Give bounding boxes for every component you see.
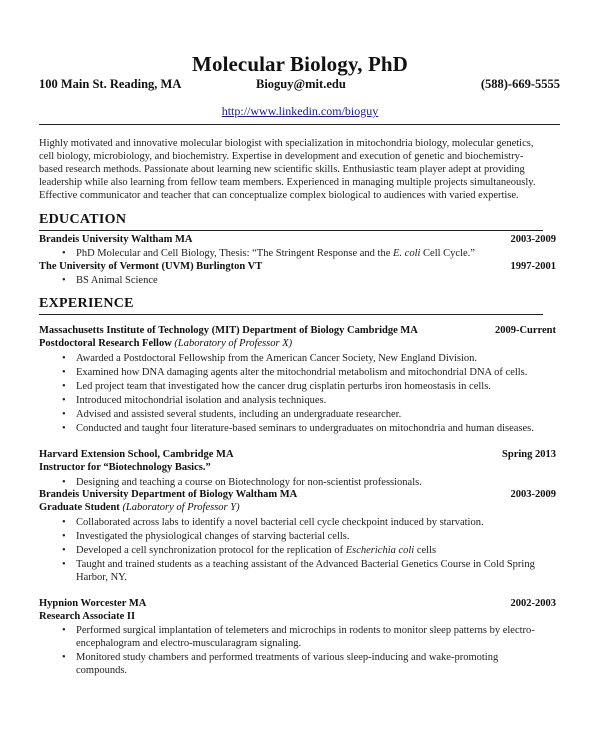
job-org: Brandeis University Department of Biology Waltham MA <box>39 489 298 500</box>
job-role: Postdoctoral Research Fellow (Laboratory of Professor X) <box>39 338 293 349</box>
job-role: Graduate Student (Laboratory of Professor Y) <box>39 502 240 513</box>
job-bullet: • Investigated the physiological changes of starving bacterial cells. <box>62 531 350 542</box>
job-org: Harvard Extension School, Cambridge MA <box>39 449 234 460</box>
job-dates: 2002-2003 <box>510 598 556 609</box>
bullet-icon: • <box>62 477 66 488</box>
job-dates: 2003-2009 <box>510 489 556 500</box>
job-bullet: • Awarded a Postdoctoral Fellowship from the American Cancer Society, New England Division. <box>62 353 478 364</box>
summary-line: leadership while also learning from fellow team members. Experienced in managing multiple projects simultaneously. <box>39 176 536 188</box>
bullet-icon: • <box>62 367 66 378</box>
education-entry <box>39 261 556 275</box>
summary-paragraph <box>39 138 561 203</box>
bullet-icon: • <box>62 353 66 364</box>
header-divider <box>39 124 560 125</box>
education-dates: 1997-2001 <box>510 261 556 272</box>
job-bullet: • Examined how DNA damaging agents alter the mitochondrial metabolism and mitochondrial DNA of cells. <box>62 367 528 378</box>
education-detail <box>62 247 562 260</box>
education-entry <box>39 234 556 248</box>
school-name: Brandeis University Waltham MA <box>39 234 193 245</box>
summary-line: Effective communicator and teacher that can conceptualize complex biological to audiences with varied expertise. <box>39 189 519 201</box>
education-detail-text: PhD Molecular and Cell Biology, Thesis: “The Stringent Response and the E. coli Cell Cycle.” <box>76 248 475 259</box>
experience-heading: EXPERIENCE <box>39 296 134 311</box>
education-detail <box>62 274 562 287</box>
job-bullet: • Developed a cell synchronization protocol for the replication of Escherichia coli cells <box>62 545 437 556</box>
bullet-icon: • <box>62 531 66 542</box>
bullet-icon: • <box>62 395 66 406</box>
job-bullet: • Introduced mitochondrial isolation and analysis techniques. <box>62 395 327 406</box>
bullet-icon: • <box>62 517 66 528</box>
linkedin-link[interactable]: http://www.linkedin.com/bioguy <box>221 104 379 118</box>
job-role: Research Associate II <box>39 611 136 622</box>
job-dates: Spring 2013 <box>502 449 556 460</box>
contact-line <box>39 77 560 93</box>
bullet-icon: • <box>62 652 66 663</box>
job-header <box>39 489 556 503</box>
bullet-icon: • <box>62 275 66 286</box>
job-bullet: • Collaborated across labs to identify a novel bacterial cell cycle checkpoint induced by starvation. <box>62 517 484 528</box>
education-detail-text: BS Animal Science <box>76 275 158 286</box>
bullet-icon: • <box>62 381 66 392</box>
job-bullet: • Designing and teaching a course on Biotechnology for non-scientist professionals. <box>62 477 422 488</box>
job-header <box>39 598 556 612</box>
bullet-icon: • <box>62 545 66 556</box>
phone: (588)-669-5555 <box>480 77 560 91</box>
bullet-icon: • <box>62 423 66 434</box>
job-bullet: • Monitored study chambers and performed treatments of various sleep-inducing and wake-promoting compounds. <box>62 652 499 676</box>
job-org: Massachusetts Institute of Technology (MIT) Department of Biology Cambridge MA <box>39 325 418 336</box>
education-divider <box>39 230 543 231</box>
email: Bioguy@mit.edu <box>256 77 346 91</box>
summary-line: based research methods. Passionate about learning new scientific skills. Enthusiastic team player adept at providing <box>39 163 525 175</box>
job-dates: 2009-Current <box>494 325 556 336</box>
education-dates: 2003-2009 <box>510 234 556 245</box>
job-role: Instructor for “Biotechnology Basics.” <box>39 462 211 473</box>
job-bullet: • Taught and trained students as a teaching assistant of the Advanced Bacterial Genetics Course in Cold Spring Harbor, NY. <box>62 559 535 583</box>
job-header <box>39 449 556 463</box>
experience-divider <box>39 314 543 315</box>
resume-title: Molecular Biology, PhD <box>192 52 408 76</box>
job-bullet: • Performed surgical implantation of telemeters and microchips in rodents to monitor sleep patterns by electro- encephalogram and electro-muscularagram signaling. <box>62 625 535 649</box>
job-bullet: • Advised and assisted several students, including an undergraduate researcher. <box>62 409 402 420</box>
bullet-icon: • <box>62 248 66 259</box>
summary-line: cell biology, microbiology, and biochemistry. Expertise in development and execution of genetic and biochemistry- <box>39 150 524 162</box>
bullet-icon: • <box>62 559 66 570</box>
address: 100 Main St. Reading, MA <box>39 77 182 91</box>
job-org: Hypnion Worcester MA <box>39 598 147 609</box>
summary-line: Highly motivated and innovative molecular biologist with specialization in mitochondria biology, molecular genetics, <box>39 138 534 149</box>
education-heading: EDUCATION <box>39 212 127 227</box>
job-bullet: • Conducted and taught four literature-based seminars to undergraduates on mitochondria and human diseases. <box>62 423 534 434</box>
job-bullet: • Led project team that investigated how the cancer drug cisplatin perturbs iron homeostasis in cells. <box>62 381 491 392</box>
school-name: The University of Vermont (UVM) Burlington VT <box>39 261 263 272</box>
job-header <box>39 325 556 339</box>
bullet-icon: • <box>62 625 66 636</box>
bullet-icon: • <box>62 409 66 420</box>
